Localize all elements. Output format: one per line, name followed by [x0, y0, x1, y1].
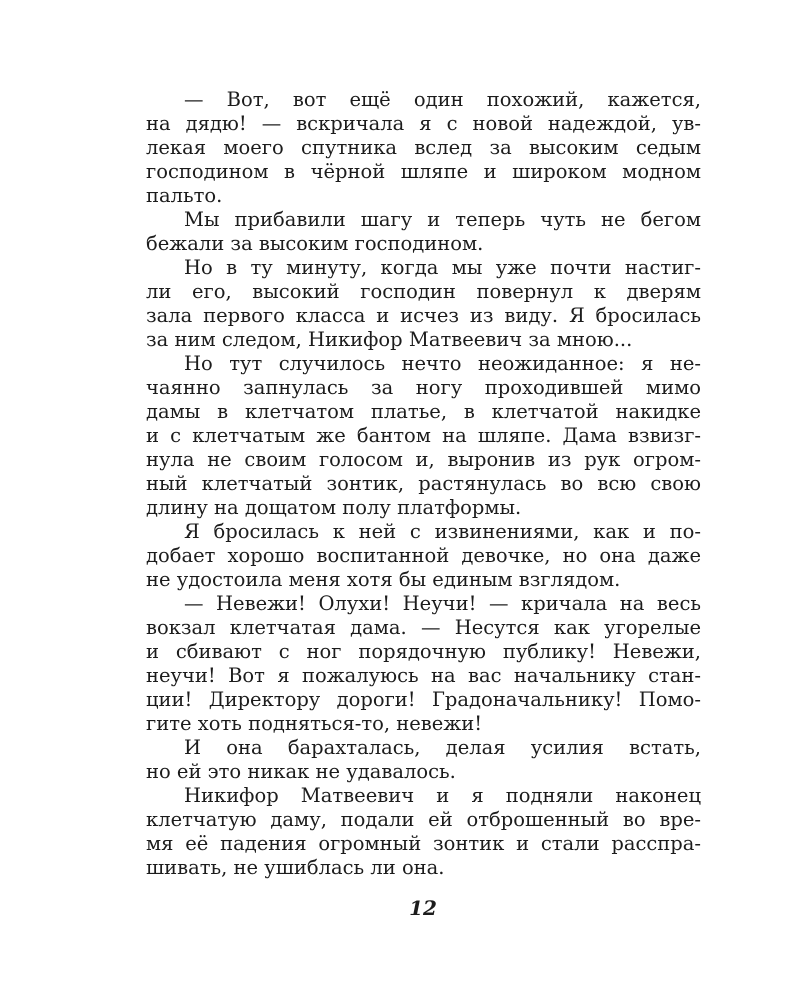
text-line: ный клетчатый зонтик, растянулась во всю свою [146, 472, 701, 495]
text-line: Но тут случилось нечто неожиданное: я не- [184, 352, 701, 375]
page-text [146, 88, 701, 880]
text-line: Никифор Матвеевич и я подняли наконец [184, 784, 701, 807]
text-line: мя её падения огромный зонтик и стали расспра- [146, 832, 701, 855]
text-line: но ей это никак не удавалось. [146, 760, 456, 783]
text-line: клетчатую даму, подали ей отброшенный во вре- [146, 808, 701, 831]
text-line: за ним следом, Никифор Матвеевич за мною... [146, 328, 633, 351]
paragraph [146, 784, 701, 880]
text-line: пальто. [146, 184, 223, 207]
text-line: ции! Директору дороги! Градоначальнику! Помо- [146, 688, 701, 711]
paragraph [146, 592, 701, 736]
text-line: и с клетчатым же бантом на шляпе. Дама взвизг- [146, 424, 701, 447]
paragraph [146, 352, 701, 520]
text-line: не удостоила меня хотя бы единым взглядом. [146, 568, 621, 591]
text-line: Я бросилась к ней с извинениями, как и по- [184, 520, 701, 543]
text-line: лекая моего спутника вслед за высоким седым [146, 136, 701, 159]
text-line: бежали за высоким господином. [146, 232, 484, 255]
text-line: шивать, не ушиблась ли она. [146, 856, 445, 879]
text-line: нула не своим голосом и, выронив из рук огром- [146, 448, 701, 471]
paragraph [146, 736, 701, 784]
text-line: добает хорошо воспитанной девочке, но она даже [146, 544, 701, 567]
text-line: на дядю! — вскричала я с новой надеждой, ув- [146, 112, 701, 135]
paragraph [146, 88, 701, 208]
text-line: длину на дощатом полу платформы. [146, 496, 522, 519]
text-line: неучи! Вот я пожалуюсь на вас начальнику стан- [146, 664, 701, 687]
text-line: — Невежи! Олухи! Неучи! — кричала на весь [184, 592, 701, 615]
text-line: дамы в клетчатом платье, в клетчатой накидке [146, 400, 701, 423]
text-line: гите хоть подняться-то, невежи! [146, 712, 483, 735]
page-number: 12 [409, 896, 437, 920]
paragraph [146, 256, 701, 352]
text-line: вокзал клетчатая дама. — Несутся как угорелые [146, 616, 701, 639]
paragraph [146, 208, 701, 256]
text-line: — Вот, вот ещё один похожий, кажется, [184, 88, 701, 111]
text-line: Но в ту минуту, когда мы уже почти настиг- [184, 256, 701, 279]
text-line: и сбивают с ног порядочную публику! Невежи, [146, 640, 701, 663]
text-line: Мы прибавили шагу и теперь чуть не бегом [184, 208, 701, 231]
text-line: зала первого класса и исчез из виду. Я бросилась [146, 304, 701, 327]
text-line: господином в чёрной шляпе и широком модном [146, 160, 701, 183]
text-line: И она барахталась, делая усилия встать, [184, 736, 701, 759]
text-line: чаянно запнулась за ногу проходившей мимо [146, 376, 701, 399]
text-line: ли его, высокий господин повернул к дверям [146, 280, 701, 303]
paragraph [146, 520, 701, 592]
